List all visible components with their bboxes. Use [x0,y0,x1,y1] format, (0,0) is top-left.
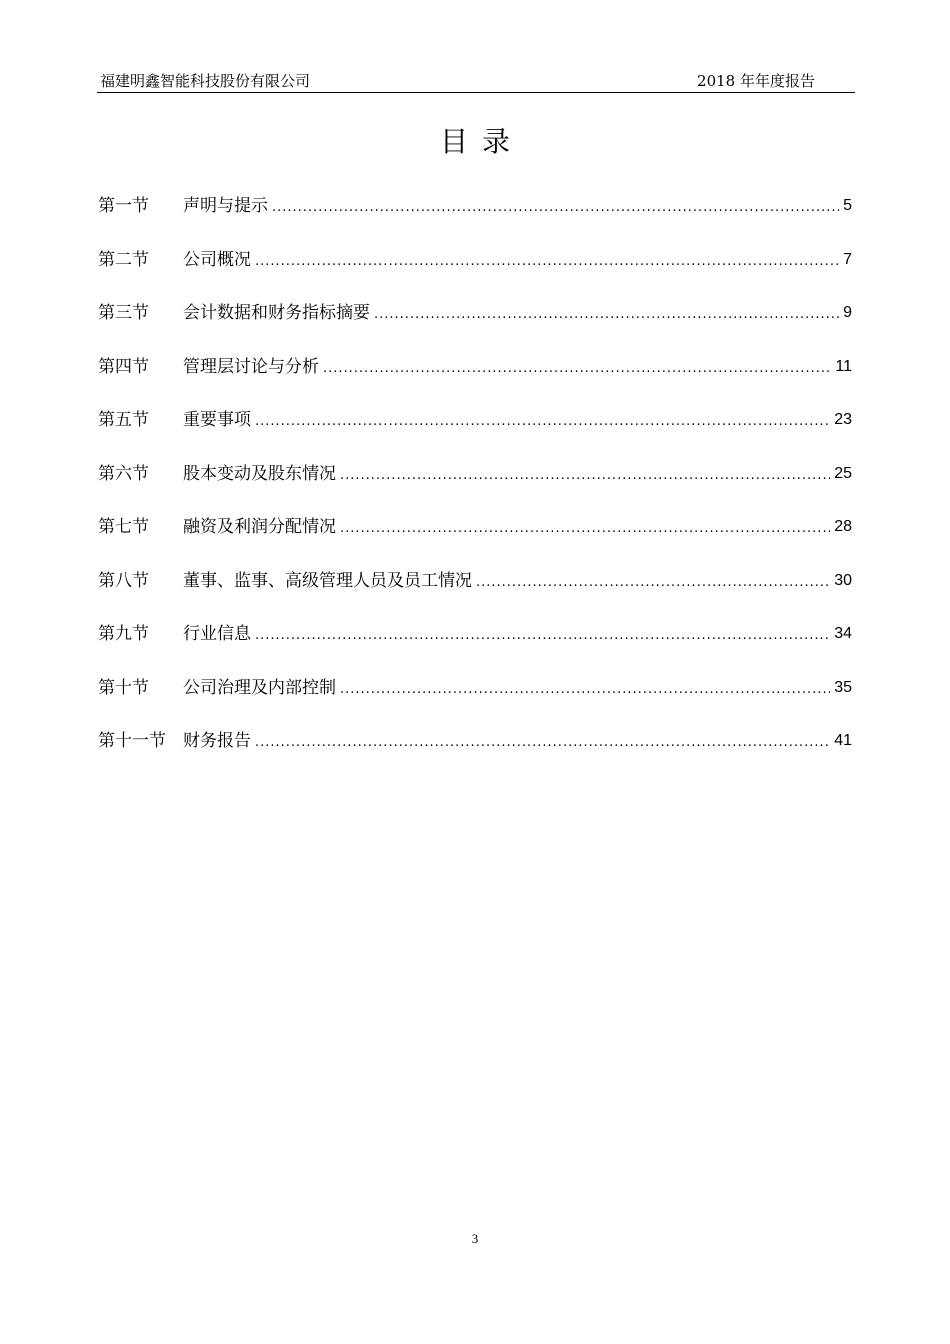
toc-section-title: 财务报告 [183,731,251,751]
toc-section-title: 公司概况 [183,249,251,270]
toc-entry[interactable] [98,300,852,354]
toc-page-number: 35 [834,678,852,696]
toc-leader-dots [476,568,830,598]
toc-leader-dots [323,354,831,384]
toc-page-number: 41 [834,732,852,749]
toc-section-number: 第七节 [98,517,149,537]
toc-entry[interactable] [98,728,852,782]
toc-entry[interactable] [98,354,852,408]
footer-page-number: 3 [471,1231,479,1246]
toc-section-title: 董事、监事、高级管理人员及员工情况 [183,570,472,591]
report-title: 2018 年年度报告 [697,72,815,90]
toc-section-title: 会计数据和财务指标摘要 [183,303,370,323]
toc-section-number: 第五节 [98,410,149,430]
table-of-contents [98,193,852,782]
toc-section-title: 公司治理及内部控制 [183,677,336,698]
toc-section-number: 第六节 [98,463,149,484]
toc-page-number: 25 [834,464,852,482]
toc-leader-dots [255,728,830,758]
toc-leader-dots [255,621,830,651]
toc-entry[interactable] [98,675,852,729]
toc-section-number: 第四节 [98,356,149,377]
toc-leader-dots [340,514,830,544]
toc-leader-dots [272,193,839,223]
toc-page-number: 30 [834,571,852,589]
toc-section-number: 第二节 [98,249,149,270]
toc-page-number: 23 [834,411,852,428]
toc-title: 目录 [439,125,524,158]
toc-section-title: 管理层讨论与分析 [183,356,319,377]
toc-entry[interactable] [98,407,852,461]
toc-page-number: 11 [835,357,852,375]
toc-section-number: 第十节 [98,677,149,698]
toc-entry[interactable] [98,514,852,568]
toc-section-title: 融资及利润分配情况 [183,517,336,537]
toc-leader-dots [374,300,839,330]
toc-entry[interactable] [98,193,852,247]
toc-section-title: 股本变动及股东情况 [183,463,336,484]
toc-section-number: 第十一节 [98,731,166,751]
toc-section-title: 声明与提示 [183,196,268,216]
toc-leader-dots [340,461,830,491]
toc-leader-dots [340,675,830,705]
toc-page-number: 34 [834,625,852,642]
toc-page-number: 7 [843,250,852,268]
toc-leader-dots [255,247,839,277]
toc-section-number: 第八节 [98,570,149,591]
toc-entry[interactable] [98,461,852,515]
toc-entry[interactable] [98,621,852,675]
toc-entry[interactable] [98,247,852,301]
company-name: 福建明鑫智能科技股份有限公司 [100,72,311,90]
toc-page-number: 28 [834,518,852,535]
toc-section-number: 第一节 [98,196,149,216]
toc-page-number: 9 [843,304,852,321]
page-header [97,68,855,93]
toc-section-number: 第九节 [98,624,149,644]
toc-section-title: 行业信息 [183,624,251,644]
toc-section-number: 第三节 [98,303,149,323]
toc-entry[interactable] [98,568,852,622]
toc-leader-dots [255,407,830,437]
toc-section-title: 重要事项 [183,410,251,430]
toc-page-number: 5 [843,197,852,214]
